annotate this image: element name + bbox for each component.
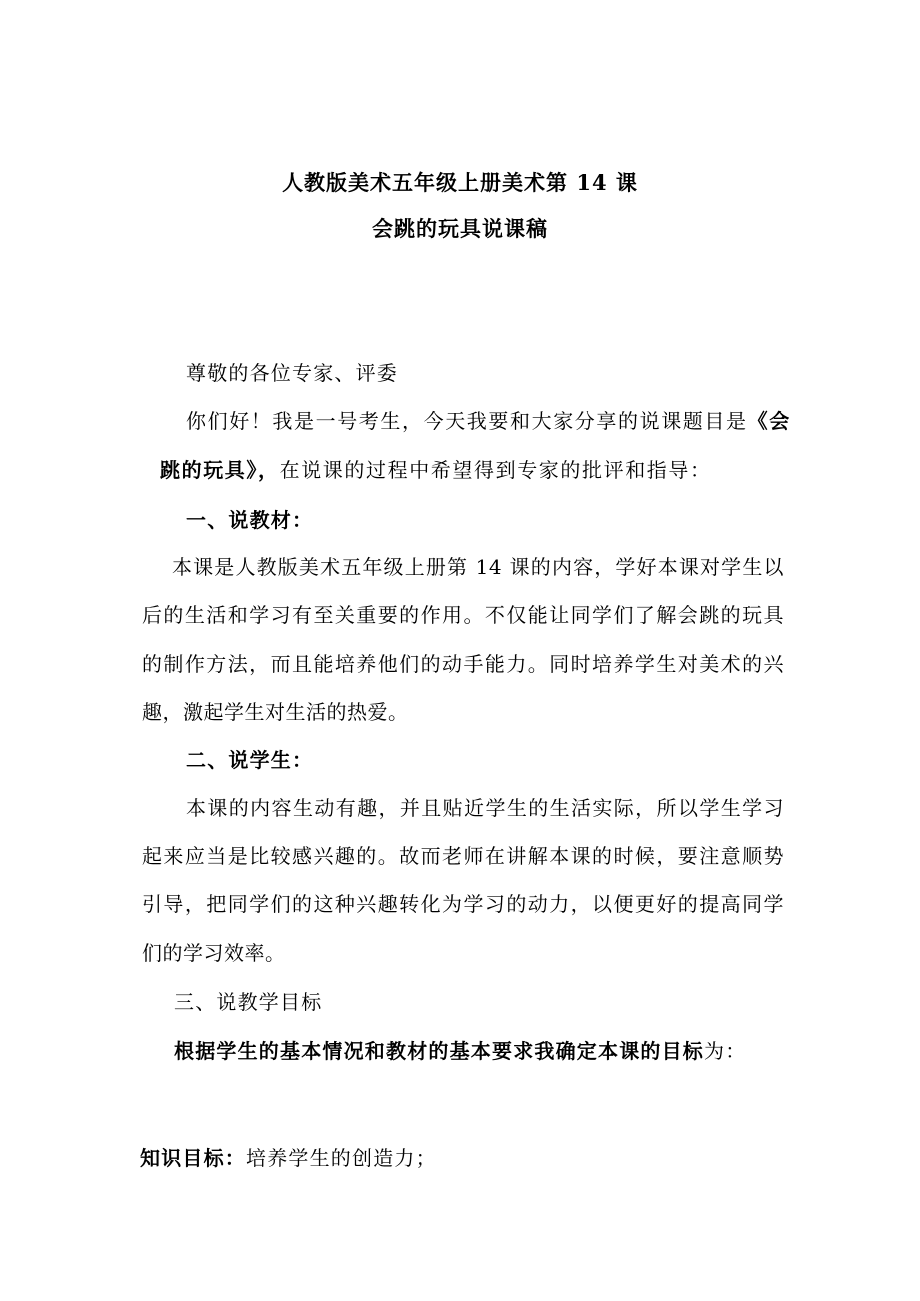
section-2-line: 本课的内容生动有趣，并且贴近学生的生活实际，所以学生学习 [186,796,784,820]
section-2-heading: 二、说学生： [186,748,314,772]
section-1-line: 趣，激起学生对生活的热爱。 [142,700,409,724]
intro-line-2 [160,455,712,485]
section-1-line: 本课是人教版美术五年级上册第 14 课的内容，学好本课对学生以 [172,555,784,579]
section-3-intro [174,1036,746,1066]
greeting: 尊敬的各位专家、评委 [186,361,398,385]
section-1-line: 后的生活和学习有至关重要的作用。不仅能让同学们了解会跳的玩具 [142,603,784,627]
knowledge-goal-label: 知识目标： [140,1146,246,1170]
knowledge-goal [140,1143,437,1173]
intro-line-1-text: 你们好！我是一号考生，今天我要和大家分享的说课题目是 [186,409,748,433]
section-1-heading: 一、说教材： [186,508,314,532]
intro-line-2-bold: 跳的玩具》， [160,458,280,482]
knowledge-goal-text: 培养学生的创造力； [246,1146,437,1170]
section-3-intro-text: 为： [704,1039,747,1063]
section-2-line: 们的学习效率。 [142,941,286,965]
section-3-heading: 三、说教学目标 [174,990,323,1014]
section-1-line: 的制作方法，而且能培养他们的动手能力。同时培养学生对美术的兴 [142,652,784,676]
doc-title-line-1: 人教版美术五年级上册美术第 14 课 [282,170,638,195]
section-2-line: 引导，把同学们的这种兴趣转化为学习的动力，以便更好的提高同学 [142,892,784,916]
section-2-line: 起来应当是比较感兴趣的。故而老师在讲解本课的时候，要注意顺势 [142,844,784,868]
intro-line-1 [186,406,791,436]
intro-line-1-bold: 《会 [747,409,791,433]
doc-title-line-2: 会跳的玩具说课稿 [372,216,548,241]
intro-line-2-text: 在说课的过程中希望得到专家的批评和指导： [279,458,712,482]
section-3-intro-bold: 根据学生的基本情况和教材的基本要求我确定本课的目标 [174,1039,704,1063]
